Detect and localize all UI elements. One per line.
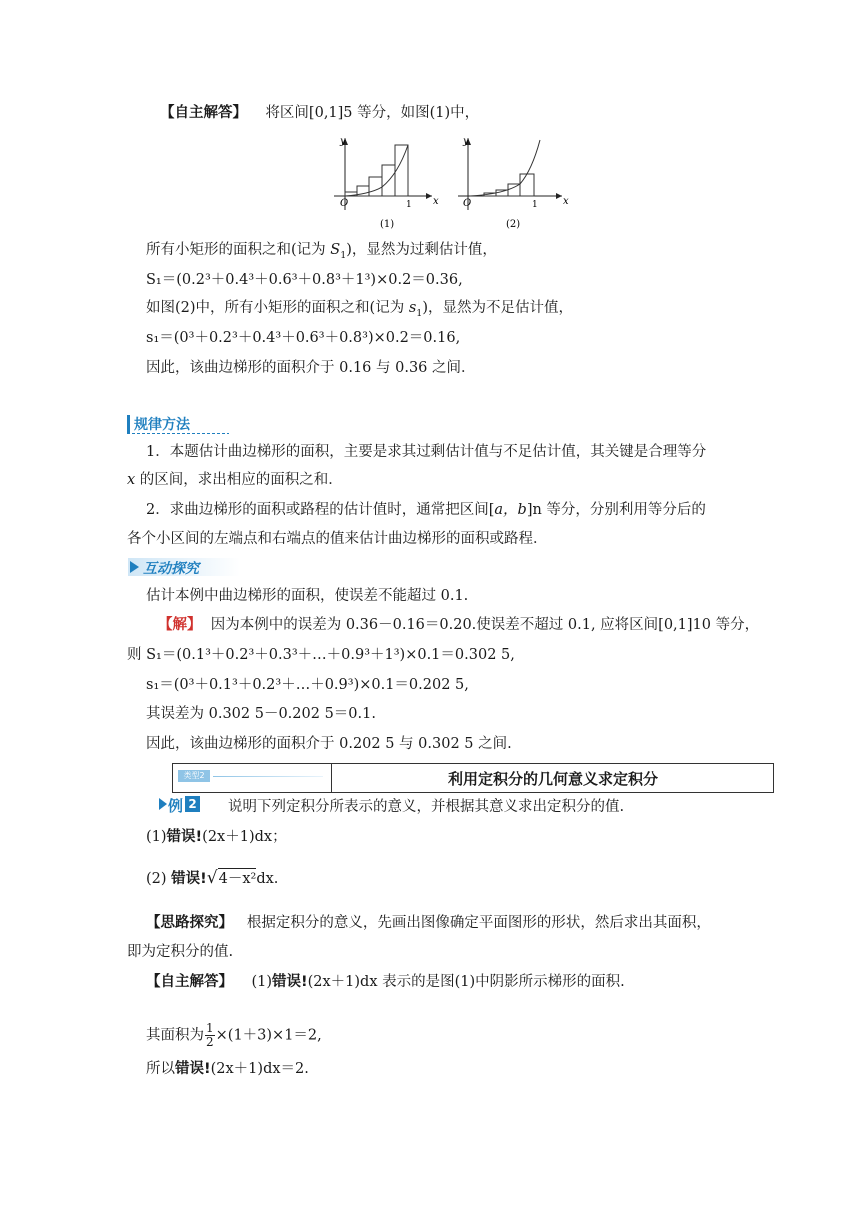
- example-item-1: [146, 827, 287, 847]
- sqrt-icon: √: [206, 868, 218, 888]
- fig2-x-label: x: [563, 196, 569, 207]
- figure-2: [458, 136, 569, 230]
- intro-text: 将区间[0,1]5 等分，如图(1)中，: [265, 105, 480, 121]
- fig1-tick-1: 1: [406, 200, 412, 210]
- method-p2a: 2．求曲边梯形的面积或路程的估计值时，通常把区间[: [146, 502, 495, 518]
- sol-label: 【解】: [158, 617, 202, 633]
- frac-den: 2: [206, 1035, 214, 1049]
- method-tag: 规律方法: [134, 417, 190, 433]
- half-fraction: [205, 1022, 215, 1049]
- method-p1a: 1．本题估计曲边梯形的面积，主要是求其过剩估计值与不足估计值，其关键是合理等分: [146, 444, 707, 460]
- explore-sol-line-4: 其误差为 0.302 5－0.202 5＝0.1.: [146, 706, 376, 722]
- riemann-figures: [320, 132, 580, 232]
- line-s1-desc: [146, 240, 497, 260]
- method-tag-bar: [127, 415, 130, 433]
- answer-label: 【自主解答】: [160, 105, 247, 121]
- fig1-origin: O: [340, 198, 349, 209]
- item1-error: 错误!: [166, 829, 203, 845]
- type-arrow: [213, 776, 323, 777]
- example-label: 例: [168, 797, 184, 815]
- type-title: 利用定积分的几何意义求定积分: [447, 770, 658, 788]
- s1l-desc-end: )，显然为不足估计值，: [422, 300, 573, 316]
- fig2-curve: [470, 140, 540, 196]
- s1-desc-end: )，显然为过剩估计值，: [346, 242, 497, 258]
- example-text: 说明下列定积分所表示的意义，并根据其意义求出定积分的值.: [228, 799, 625, 815]
- fig1-rect-3: [369, 177, 382, 196]
- formula-S1: S₁＝(0.2³＋0.4³＋0.6³＋0.8³＋1³)×0.2＝0.36,: [146, 272, 463, 288]
- fig2-origin: O: [463, 198, 472, 209]
- method-p1b: 的区间，求出相应的面积之和．: [135, 472, 343, 488]
- conclusion-1: 因此，该曲边梯形的面积介于 0.16 与 0.36 之间．: [146, 360, 476, 376]
- fig1-rect-5: [395, 145, 408, 196]
- example-number: 2: [185, 796, 200, 812]
- frac-num: 1: [206, 1021, 214, 1035]
- s1-sub: 1: [340, 249, 347, 261]
- explore-sol-line-1: [158, 615, 759, 635]
- explore-tag: [128, 558, 240, 576]
- conc-error: 错误!: [175, 1061, 211, 1077]
- item2-tail: dx.: [256, 871, 279, 887]
- fig1-y-label: y: [340, 136, 346, 147]
- area-prefix: 其面积为: [146, 1027, 204, 1044]
- area-line: [146, 1022, 322, 1049]
- method-p2b: 各个小区间的左端点和右端点的值来估计曲边梯形的面积或路程．: [127, 531, 548, 547]
- fig1-caption: (1): [380, 219, 395, 230]
- type-box: [172, 763, 774, 793]
- example-item-2: [146, 868, 278, 889]
- method-interval: a，b: [494, 502, 527, 518]
- type-chip: 类型2: [178, 770, 210, 782]
- answer-line: [160, 103, 479, 123]
- figure-1: [334, 136, 439, 230]
- explore-sol-line-2: 则 S₁＝(0.1³＋0.2³＋0.3³＋…＋0.9³＋1³)×0.1＝0.302 5,: [127, 647, 515, 663]
- method-x-var: x: [127, 472, 136, 488]
- line-s1-lower-desc: [146, 298, 573, 318]
- explore-sol-line-5: 因此，该曲边梯形的面积介于 0.202 5 与 0.302 5 之间.: [146, 736, 512, 752]
- conc-rest: (2x＋1)dx＝2.: [210, 1061, 309, 1077]
- answer2-error: 错误!: [271, 974, 308, 990]
- item2-root: 4－x²: [218, 868, 257, 889]
- explore-question: 估计本例中曲边梯形的面积，使误差不能超过 0.1.: [146, 588, 469, 604]
- s1l-sub: 1: [416, 307, 423, 319]
- fig1-curve: [345, 145, 408, 196]
- example-badge: [159, 795, 201, 813]
- conclusion-2: [146, 1059, 309, 1079]
- method-p2a-line: [146, 500, 706, 520]
- idea-text-1: 根据定积分的意义，先画出图像确定平面图形的形状，然后求出其面积，: [246, 915, 711, 931]
- fig2-rect-5: [520, 174, 534, 196]
- method-tag-underline: [127, 433, 229, 434]
- formula-s1: s₁＝(0³＋0.2³＋0.4³＋0.6³＋0.8³)×0.2＝0.16,: [146, 330, 461, 346]
- type-box-left: [173, 764, 332, 792]
- explore-arrow-icon: [130, 561, 139, 573]
- example-arrow-icon: [159, 798, 167, 810]
- s1l-desc-text: 如图(2)中，所有小矩形的面积之和(记为: [146, 300, 409, 316]
- answer2-line: [146, 972, 625, 992]
- answer2-label: 【自主解答】: [146, 974, 233, 990]
- method-p2a-tail: ]n 等分，分别利用等分后的: [526, 502, 706, 518]
- item1-prefix: (1): [146, 829, 167, 845]
- answer2-prefix: (1): [251, 974, 272, 990]
- s1-var: S: [330, 242, 341, 258]
- item2-prefix: (2): [146, 871, 172, 887]
- fig2-tick-1: 1: [532, 200, 538, 210]
- s1l-var: s: [408, 300, 417, 316]
- s1-desc-text: 所有小矩形的面积之和(记为: [146, 242, 331, 258]
- sol-text-1: 因为本例中的误差为 0.36－0.16＝0.20.使误差不超过 0.1, 应将区间[0,1]10 等分，: [210, 617, 760, 633]
- fig1-x-label: x: [433, 196, 439, 207]
- conc-prefix: 所以: [146, 1061, 175, 1077]
- method-p1b-line: [127, 470, 343, 490]
- fig2-rect-4: [508, 184, 520, 196]
- idea-line-2: 即为定积分的值.: [127, 944, 234, 960]
- idea-label: 【思路探究】: [146, 915, 233, 931]
- fig2-y-label: y: [463, 136, 469, 147]
- explore-sol-line-3: s₁＝(0³＋0.1³＋0.2³＋…＋0.9³)×0.1＝0.202 5,: [146, 677, 469, 693]
- answer2-expr: (2x＋1)dx 表示的是图(1)中阴影所示梯形的面积.: [307, 974, 625, 990]
- item2-error: 错误!: [171, 871, 207, 887]
- area-rest: ×(1＋3)×1＝2,: [215, 1027, 322, 1044]
- idea-line-1: [146, 913, 711, 933]
- explore-tag-text: 互动探究: [143, 561, 199, 577]
- item1-expr: (2x＋1)dx；: [202, 829, 287, 845]
- fig2-caption: (2): [506, 219, 521, 230]
